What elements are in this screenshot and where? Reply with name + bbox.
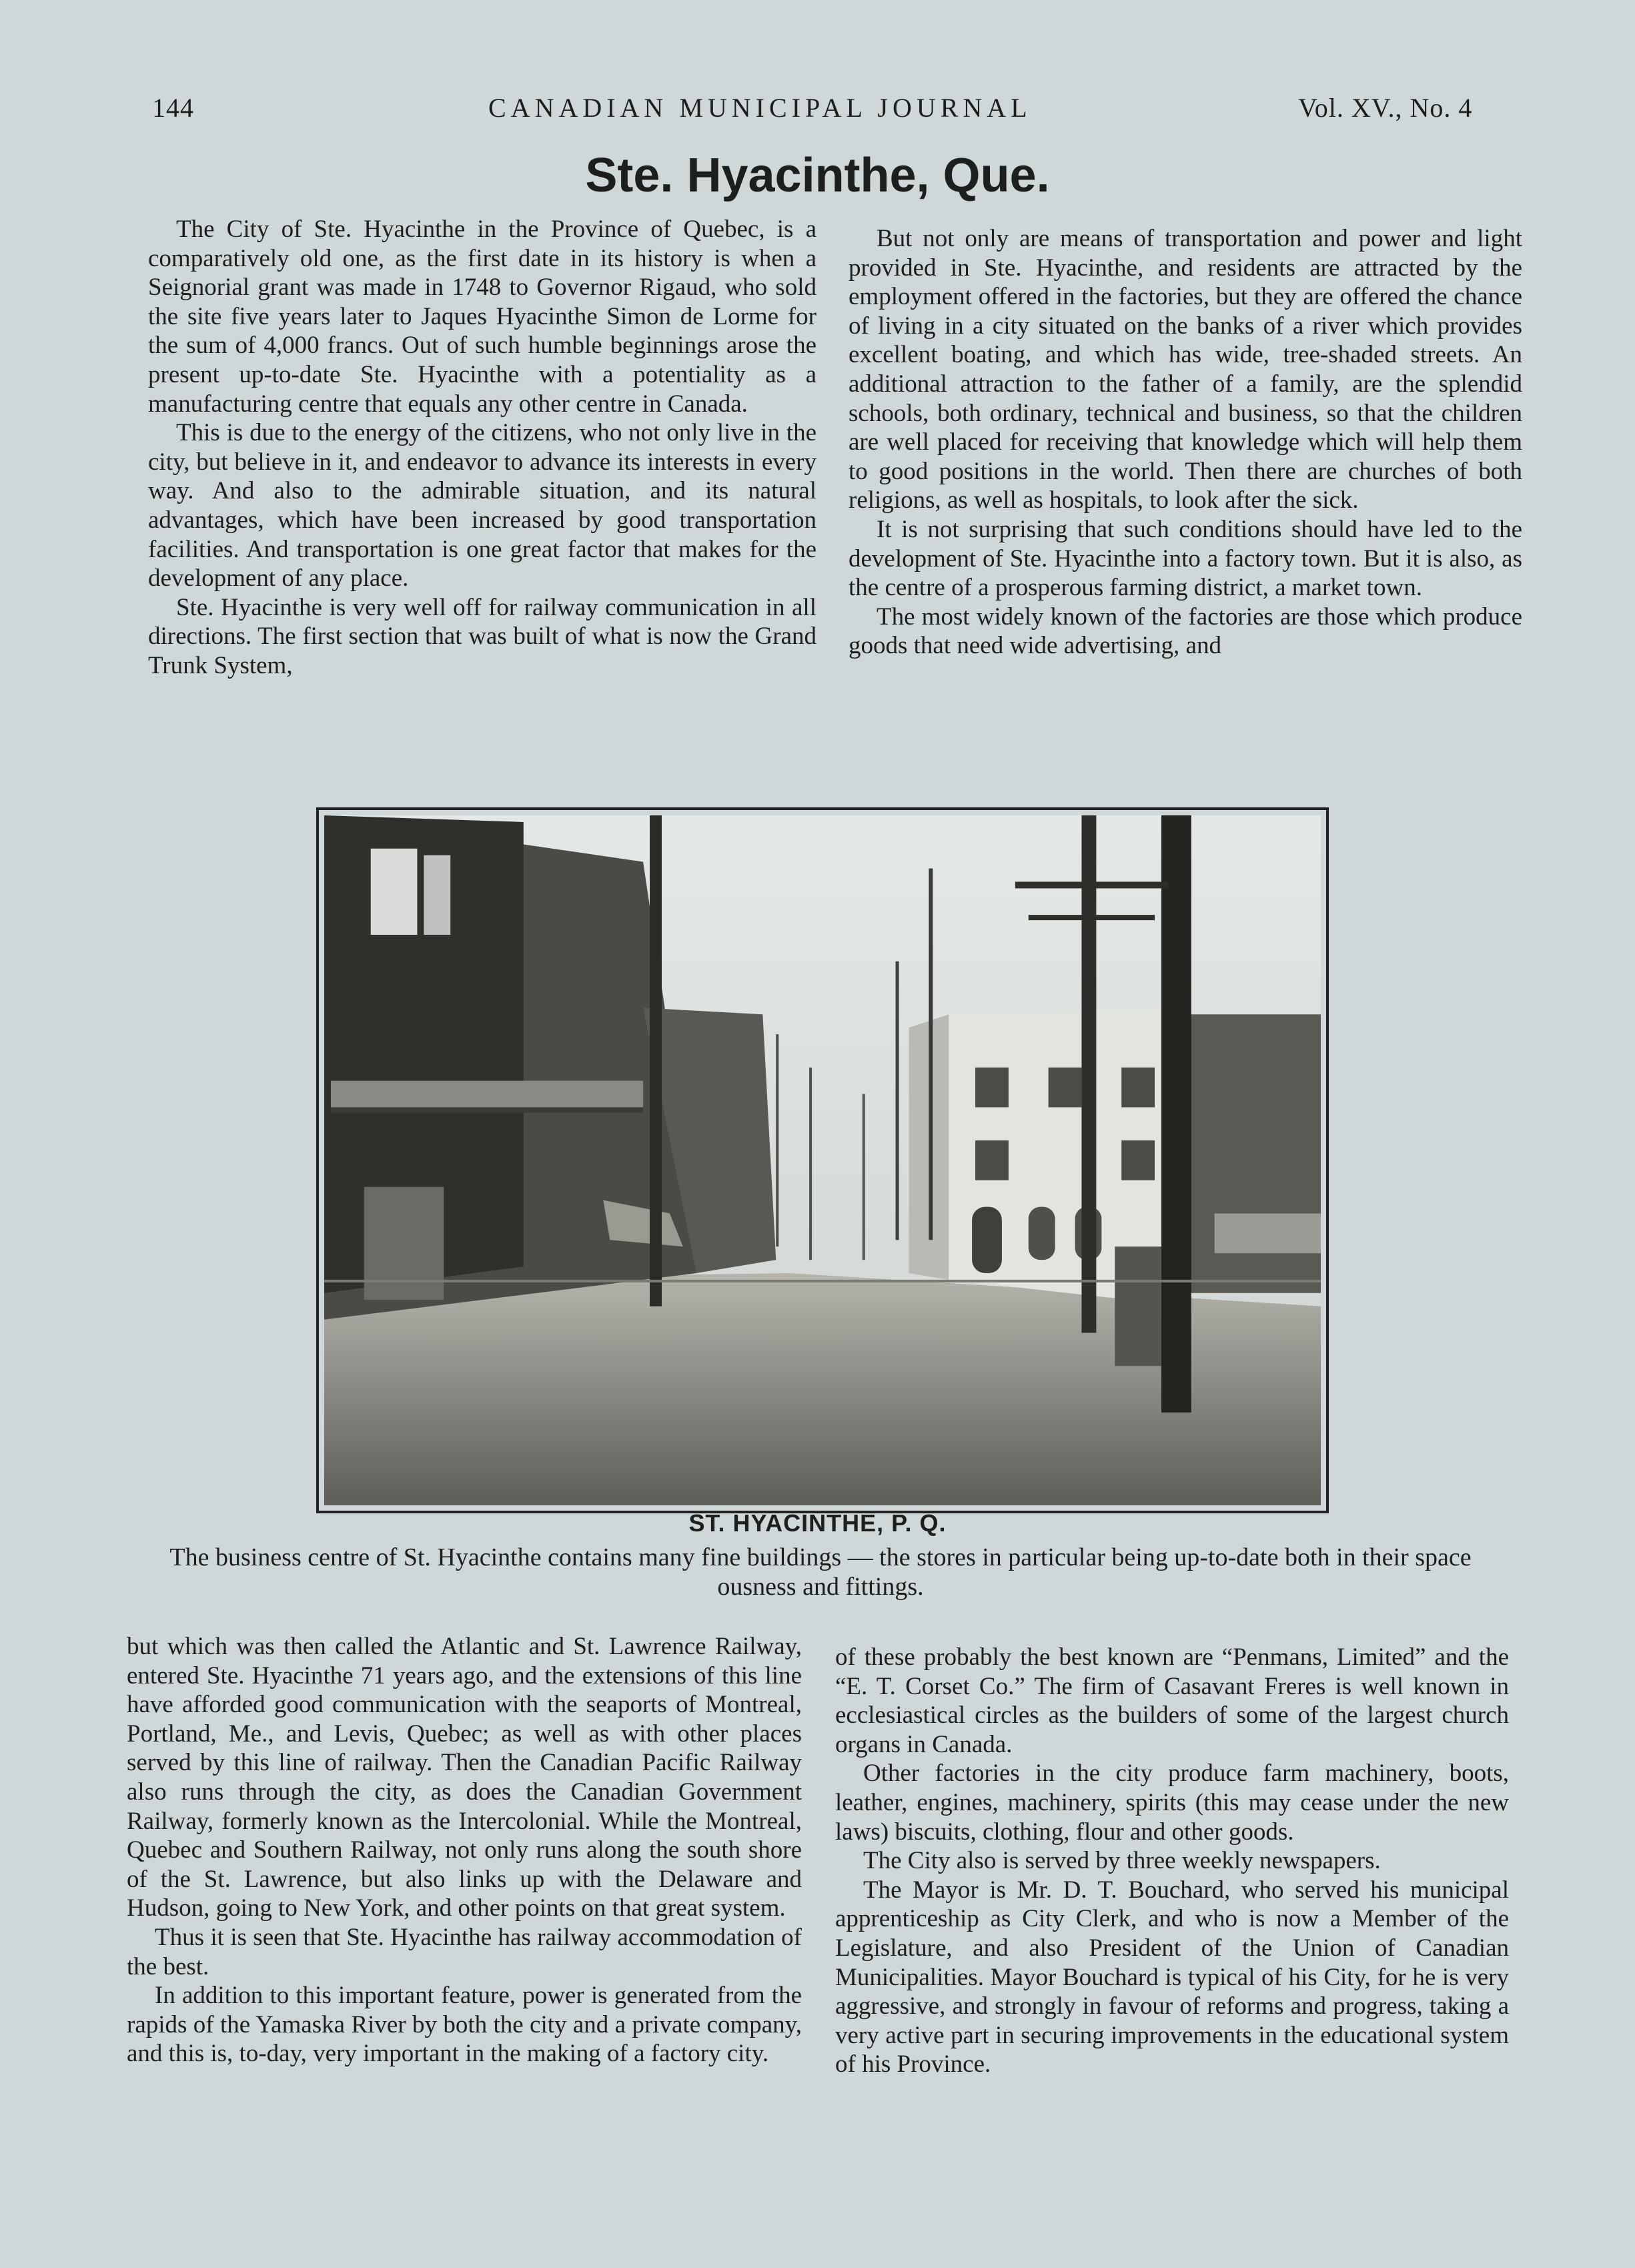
photo-caption: The business centre of St. Hyacinthe contains many fine buildings — the stores in particular being up-to-date both in their space ousness and fittings.	[169, 1543, 1472, 1601]
paragraph: The Mayor is Mr. D. T. Bouchard, who served his municipal apprenticeship as City Clerk, and who is now a Member of the Legislature, and also President of the Union of Canadian Municipalities. Mayor Bouchard is typical of his City, for he is very aggressive, and strongly in favour of reforms and progress, taking a very active part in securing improvements in the educational system of his Province.	[835, 1876, 1509, 2078]
page-number: 144	[152, 93, 194, 123]
paragraph: Ste. Hyacinthe is very well off for railway communication in all directions. The first section that was built of what is now the Grand Trunk System,	[148, 593, 816, 679]
paragraph: The City of Ste. Hyacinthe in the Province of Quebec, is a comparatively old one, as the first date in its history is when a Seignorial grant was made in 1748 to Governor Rigaud, who sold the site five years later to Jaques Hyacinthe Simon de Lorme for the sum of 4,000 francs. Out of such humble beginnings arose the present up-to-date Ste. Hyacinthe with a potentiality as a manufacturing centre that equals any other centre in Canada.	[148, 216, 816, 418]
paragraph: but which was then called the Atlantic and St. Lawrence Railway, entered Ste. Hyacinthe 71 years ago, and the extensions of this line have afforded good communication with the seaports of Montreal, Portland, Me., and Levis, Quebec; as well as with other places served by this line of railway. Then the Canadian Pacific Railway also runs through the city, as does the Canadian Government Railway, formerly known as the Intercolonial. While the Montreal, Quebec and Southern Railway, not only runs along the south shore of the St. Lawrence, but also links up with the Delaware and Hudson, going to New York, and other points on that great system.	[127, 1633, 802, 1922]
paragraph: But not only are means of transportation and power and light provided in Ste. Hyacinthe, and residents are attracted by the employment offered in the factories, but they are offered the chance of living in a city situated on the banks of a river which provides excellent boating, and which has wide, tree-shaded streets. An additional attraction to the father of a family, are the splendid schools, both ordinary, technical and business, so that the children are well placed for receiving that knowledge which will help them to good positions in the world. Then there are churches of both religions, as well as hospitals, to look after the sick.	[849, 225, 1522, 514]
street-scene-image	[324, 815, 1321, 1505]
paragraph: of these probably the best known are “Penmans, Limited” and the “E. T. Corset Co.” The firm of Casavant Freres is well known in ecclesiastical circles as the builders of some of the largest church organs in Canada.	[835, 1643, 1509, 1758]
volume-number: Vol. XV., No. 4	[1298, 93, 1473, 123]
column-top-right	[849, 224, 1522, 661]
column-top-left	[148, 215, 816, 681]
paragraph: Other factories in the city produce farm machinery, boots, leather, engines, machinery, spirits (this may cease under the new laws) biscuits, clothing, flour and other goods.	[835, 1760, 1509, 1846]
paragraph: Thus it is seen that Ste. Hyacinthe has railway accommodation of the best.	[127, 1923, 802, 1980]
paragraph: It is not surprising that such conditions should have led to the development of Ste. Hyacinthe into a factory town. But it is also, as the centre of a prosperous farming district, a market town.	[849, 515, 1522, 602]
column-bottom-right	[835, 1643, 1509, 2079]
street-photograph	[316, 807, 1329, 1513]
paragraph: The City also is served by three weekly newspapers.	[863, 1847, 1381, 1875]
column-bottom-left	[127, 1632, 802, 2068]
paragraph: In addition to this important feature, power is generated from the rapids of the Yamaska River by both the city and a private company, and this is, to-day, very important in the making of a factory city.	[127, 1982, 802, 2068]
journal-title: CANADIAN MUNICIPAL JOURNAL	[488, 93, 1032, 123]
photo-heading: ST. HYACINTHE, P. Q.	[688, 1509, 947, 1537]
paragraph: This is due to the energy of the citizens, who not only live in the city, but believe in it, and endeavor to advance its interests in every way. And also to the admirable situation, and its natural advantages, which have been increased by good transportation facilities. And transportation is one great factor that makes for the development of any place.	[148, 419, 816, 593]
article-title: Ste. Hyacinthe, Que.	[585, 149, 1050, 202]
paragraph: The most widely known of the factories are those which produce goods that need wide advertising, and	[849, 603, 1522, 660]
